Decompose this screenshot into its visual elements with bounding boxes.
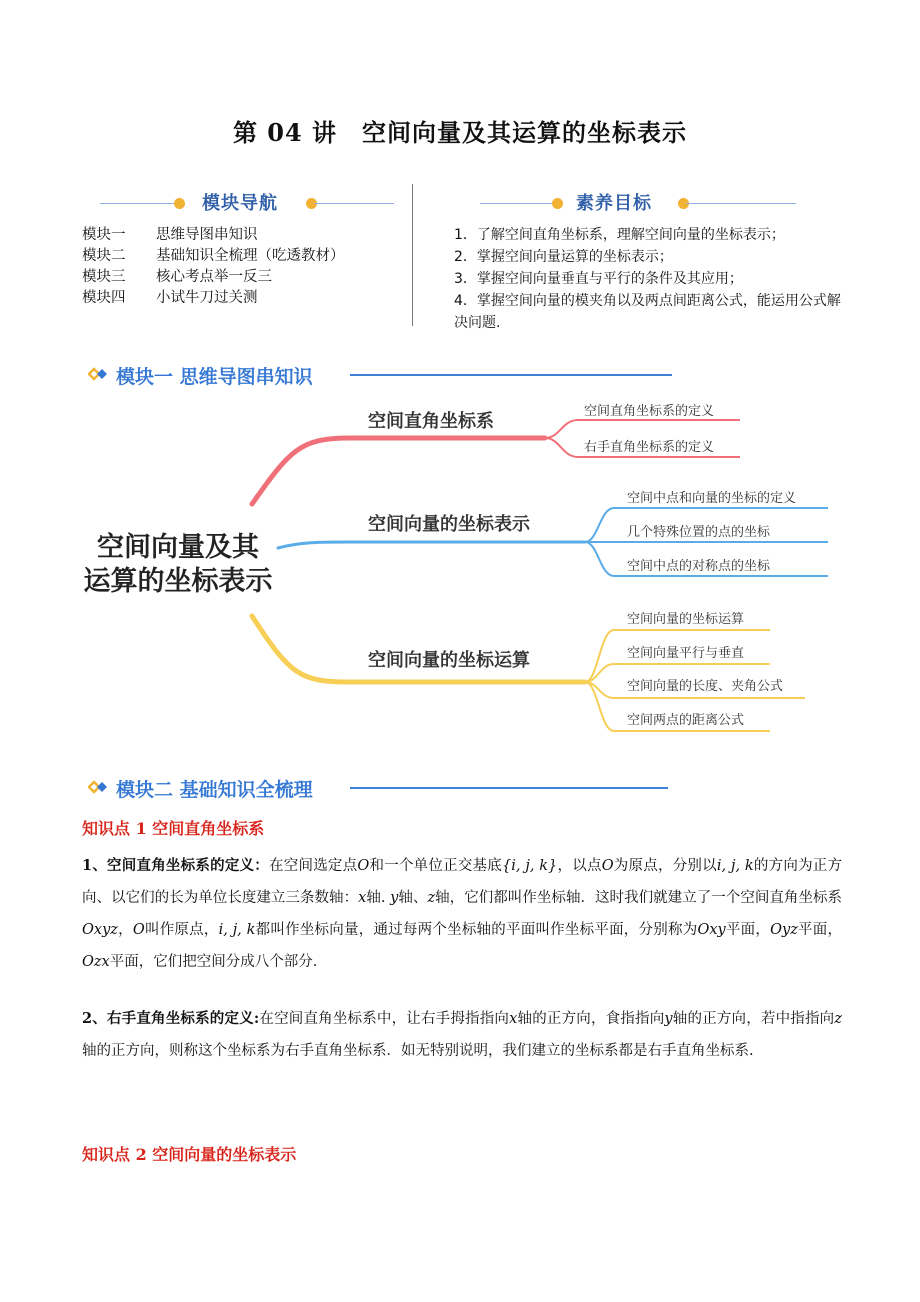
branch-label-2: 空间向量的坐标表示 xyxy=(368,514,530,534)
branch-label-3: 空间向量的坐标运算 xyxy=(368,650,530,670)
math-symbol: i, j, k xyxy=(218,922,256,938)
text-run: 平面， xyxy=(725,922,771,938)
module-list-item xyxy=(82,267,402,288)
module-navigation-header xyxy=(82,186,402,224)
math-symbol: Oyz xyxy=(770,922,798,938)
text-run: 平面，它们把空间分成八个部分. xyxy=(109,954,318,970)
text-run: 在空间选定点 xyxy=(269,858,358,874)
leaf-label: 空间中点的对称点的坐标 xyxy=(627,558,771,573)
column-divider xyxy=(412,184,413,326)
math-symbol: Ozx xyxy=(82,954,110,970)
goal-item: 2．掌握空间向量运算的坐标表示； xyxy=(454,249,673,265)
text-run: 在空间直角坐标系中，让右手拇指指向 xyxy=(259,1011,510,1027)
goal-item: 3．掌握空间向量垂直与平行的条件及其应用； xyxy=(454,271,743,287)
module-navigation-heading: 模块导航 xyxy=(202,193,278,214)
module-list-item xyxy=(82,225,402,246)
module-list xyxy=(82,225,402,309)
mind-map-center-line1: 空间向量及其 xyxy=(97,532,259,562)
text-run: 轴. xyxy=(366,890,391,906)
header-rule-right xyxy=(314,203,394,204)
branch-label-1: 空间直角坐标系 xyxy=(368,411,494,431)
text-run: 都叫作坐标向量，通过每两个坐标轴的平面叫作坐标平面，分别称为 xyxy=(255,922,698,938)
leaf-connector xyxy=(545,420,740,438)
text-run: 平面， xyxy=(797,922,843,938)
module2-banner xyxy=(88,773,668,803)
literacy-goals-header xyxy=(450,186,850,224)
math-symbol: z xyxy=(834,1011,843,1027)
leaf-label: 空间直角坐标系的定义 xyxy=(584,403,715,418)
text-run: 轴的正方向，食指指向 xyxy=(517,1011,665,1027)
module-list-item xyxy=(82,288,402,309)
math-symbol: y xyxy=(390,890,399,906)
leaf-label: 空间向量的长度、夹角公式 xyxy=(627,678,784,693)
module-list-item xyxy=(82,246,402,267)
text-run: 为原点，分别以 xyxy=(613,858,717,874)
literacy-goals xyxy=(450,186,850,334)
text-run: 轴的正方向，则称这个坐标系为右手直角坐标系．如无特别说明，我们建立的坐标系都是右手直角坐标系. xyxy=(82,1043,754,1059)
text-run: 轴，它们都叫作坐标轴．这时我们就建立了一个空间直角坐标系 xyxy=(435,890,843,906)
module1-rule xyxy=(350,374,672,376)
text-run: 叫作原点， xyxy=(144,922,219,938)
definition-lead: 1、空间直角坐标系的定义： xyxy=(82,857,270,874)
math-symbol: x xyxy=(509,1011,518,1027)
math-symbol: O xyxy=(132,922,145,938)
diamond-icon xyxy=(88,366,110,382)
header-rule-right xyxy=(686,203,796,204)
math-symbol: z xyxy=(427,890,436,906)
header-dot-left xyxy=(552,198,563,209)
header-dot-left xyxy=(174,198,185,209)
module1-title: 模块一 思维导图串知识 xyxy=(116,366,313,388)
module-key: 模块四 xyxy=(82,290,126,306)
goal-item: 1．了解空间直角坐标系，理解空间向量的坐标表示； xyxy=(454,227,785,243)
mind-map-center-line2: 运算的坐标表示 xyxy=(83,566,273,596)
branch-connector-3 xyxy=(252,616,585,682)
module-text: 思维导图串知识 xyxy=(156,227,258,243)
goal-item: 4．掌握空间向量的模夹角以及两点间距离公式，能运用公式解决问题. xyxy=(454,293,841,331)
text-run: ， xyxy=(117,922,133,938)
leaf-label: 空间中点和向量的坐标的定义 xyxy=(627,490,797,505)
module-key: 模块三 xyxy=(82,269,126,285)
header-rule-left xyxy=(100,203,182,204)
branch-connector-2 xyxy=(278,542,585,548)
text-run: 轴、 xyxy=(398,890,428,906)
leaf-label: 空间向量平行与垂直 xyxy=(627,645,745,660)
page-title: 第 04 讲 空间向量及其运算的坐标表示 xyxy=(232,118,688,147)
module-navigation xyxy=(82,186,402,309)
definition-lead: 2、右手直角坐标系的定义: xyxy=(82,1010,260,1027)
leaf-label: 右手直角坐标系的定义 xyxy=(584,439,715,454)
module1-banner xyxy=(88,360,668,390)
math-symbol: O xyxy=(601,858,614,874)
text-run: 轴的正方向，若中指指向 xyxy=(672,1011,835,1027)
module-text: 核心考点举一反三 xyxy=(156,269,272,285)
header-rule-left xyxy=(480,203,560,204)
leaf-label: 空间向量的坐标运算 xyxy=(627,611,745,626)
module2-rule xyxy=(350,787,668,789)
text-run: ，以点 xyxy=(557,858,602,874)
math-symbol: Oxy xyxy=(697,922,726,938)
knowledge-point-1-title: 知识点 1 空间直角坐标系 xyxy=(82,819,265,838)
module-text: 基础知识全梳理（吃透教材） xyxy=(156,248,345,264)
right-hand-system-definition xyxy=(82,1003,842,1067)
leaf-label: 空间两点的距离公式 xyxy=(627,712,745,727)
math-symbol: O xyxy=(357,858,370,874)
knowledge-point-2-title: 知识点 2 空间向量的坐标表示 xyxy=(82,1145,297,1164)
literacy-goals-heading: 素养目标 xyxy=(576,193,652,214)
math-symbol: x xyxy=(358,890,367,906)
text-run: 的方向为正方向、以它们的长为单位长度建立三条数轴： xyxy=(82,858,843,906)
goal-list xyxy=(450,224,850,334)
module2-title: 模块二 基础知识全梳理 xyxy=(116,779,313,801)
mind-map xyxy=(0,390,920,750)
branch-connector-1 xyxy=(252,438,545,504)
diamond-icon xyxy=(88,779,110,795)
math-symbol: {i, j, k} xyxy=(502,858,558,874)
math-symbol: Oxyz xyxy=(82,922,118,938)
leaf-label: 几个特殊位置的点的坐标 xyxy=(627,524,771,539)
math-symbol: y xyxy=(664,1011,673,1027)
module-text: 小试牛刀过关测 xyxy=(156,290,258,306)
coordinate-system-definition xyxy=(82,850,842,978)
text-run: 和一个单位正交基底 xyxy=(369,858,503,874)
module-key: 模块一 xyxy=(82,227,126,243)
math-symbol: i, j, k xyxy=(716,858,754,874)
module-key: 模块二 xyxy=(82,248,126,264)
